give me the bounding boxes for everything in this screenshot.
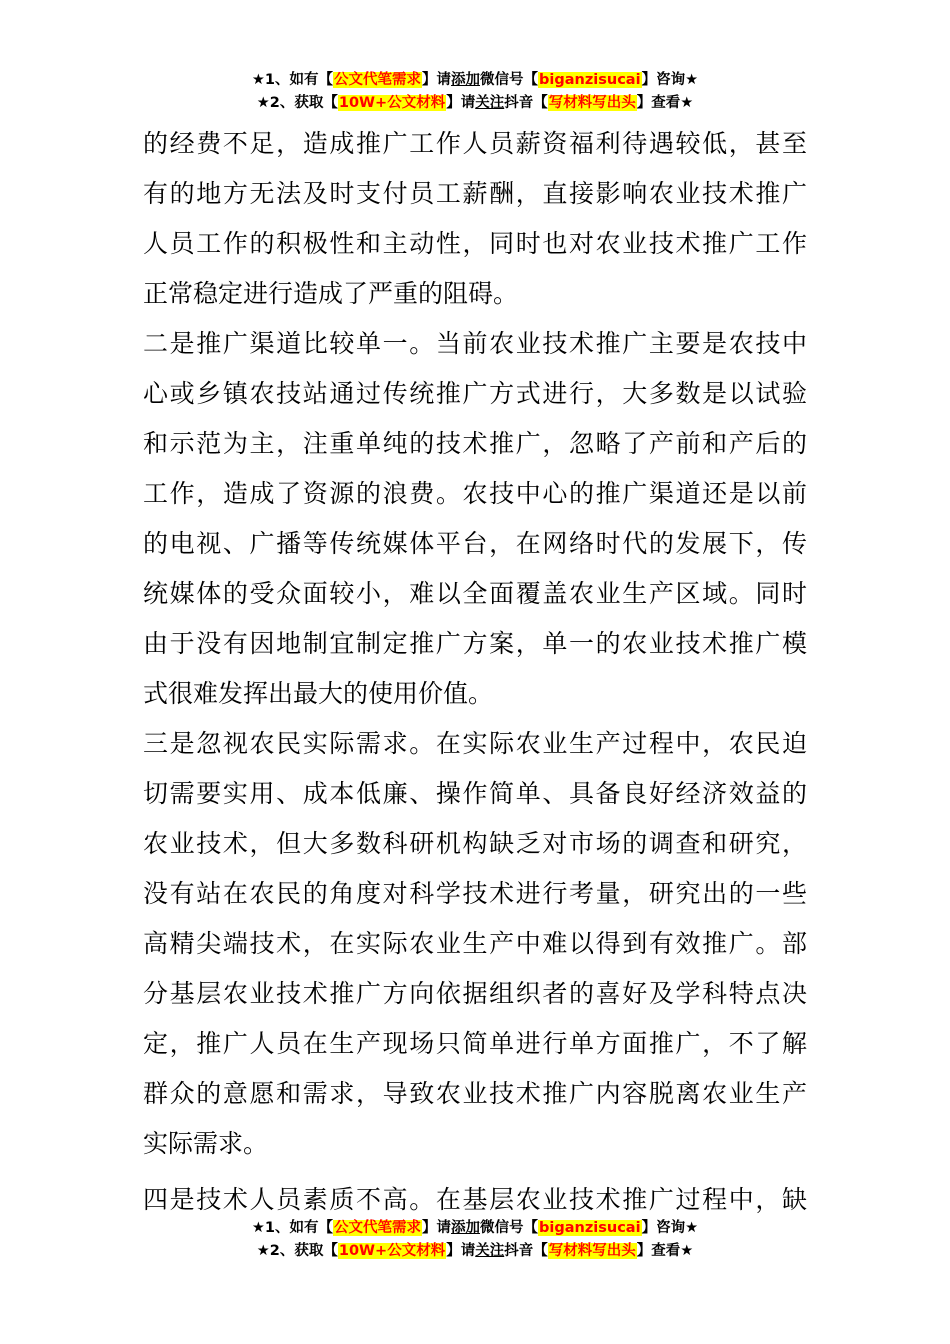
header-banner xyxy=(0,69,950,115)
banner-text: 微信号【 xyxy=(480,72,539,88)
banner-text: 】查看★ xyxy=(636,95,694,111)
banner-text: 】查看★ xyxy=(636,1243,694,1259)
text-line: 有的地方无法及时支付员工薪酬，直接影响农业技术推广 xyxy=(143,179,807,208)
wechat-id: biganzisucai xyxy=(539,1220,641,1236)
wechat-id: biganzisucai xyxy=(539,72,641,88)
text-line: 式很难发挥出最大的使用价值。 xyxy=(143,679,494,708)
text-line: 的经费不足，造成推广工作人员薪资福利待遇较低，甚至 xyxy=(143,129,807,158)
text-line: 切需要实用、成本低廉、操作简单、具备良好经济效益的 xyxy=(143,779,807,808)
paragraph xyxy=(143,719,807,1169)
banner-line-1 xyxy=(0,69,950,92)
text-line: 三是忽视农民实际需求。在实际农业生产过程中，农民迫 xyxy=(143,729,807,758)
document-body xyxy=(143,119,807,1225)
text-line: 四是技术人员素质不高。在基层农业技术推广过程中，缺 xyxy=(143,1185,807,1214)
text-line: 群众的意愿和需求，导致农业技术推广内容脱离农业生产 xyxy=(143,1079,807,1108)
banner-text: 抖音【 xyxy=(504,95,548,111)
text-line: 农业技术，但大多数科研机构缺乏对市场的调查和研究， xyxy=(143,829,807,858)
highlight-text: 10W+公文材料 xyxy=(338,1243,446,1259)
banner-text: ★1、如有【 xyxy=(251,72,334,88)
banner-text: ★2、获取【 xyxy=(256,1243,338,1259)
text-line: 和示范为主，注重单纯的技术推广，忽略了产前和产后的 xyxy=(143,429,807,458)
banner-text: 】请 xyxy=(446,95,476,111)
footer-banner xyxy=(0,1217,950,1263)
underlined-text: 添加 xyxy=(451,72,481,88)
text-line: 二是推广渠道比较单一。当前农业技术推广主要是农技中 xyxy=(143,329,807,358)
highlight-text: 公文代笔需求 xyxy=(334,72,422,88)
highlight-text: 公文代笔需求 xyxy=(334,1220,422,1236)
text-line: 分基层农业技术推广方向依据组织者的喜好及学科特点决 xyxy=(143,979,807,1008)
text-line: 没有站在农民的角度对科学技术进行考量，研究出的一些 xyxy=(143,879,807,908)
text-line: 工作，造成了资源的浪费。农技中心的推广渠道还是以前 xyxy=(143,479,807,508)
underlined-text: 关注 xyxy=(475,95,505,111)
banner-text: 】请 xyxy=(422,72,452,88)
banner-text: 】请 xyxy=(422,1220,452,1236)
text-line: 定，推广人员在生产现场只简单进行单方面推广，不了解 xyxy=(143,1029,807,1058)
banner-text: 】请 xyxy=(446,1243,476,1259)
text-line: 心或乡镇农技站通过传统推广方式进行，大多数是以试验 xyxy=(143,379,807,408)
douyin-id: 写材料写出头 xyxy=(548,95,636,111)
banner-text: 】咨询★ xyxy=(641,1220,699,1236)
banner-text: 】咨询★ xyxy=(641,72,699,88)
paragraph xyxy=(143,319,807,719)
banner-line-2 xyxy=(0,92,950,115)
text-line: 高精尖端技术，在实际农业生产中难以得到有效推广。部 xyxy=(143,929,807,958)
text-line: 人员工作的积极性和主动性，同时也对农业技术推广工作 xyxy=(143,229,807,258)
underlined-text: 关注 xyxy=(475,1243,505,1259)
underlined-text: 添加 xyxy=(451,1220,481,1236)
douyin-id: 写材料写出头 xyxy=(548,1243,636,1259)
banner-text: 微信号【 xyxy=(480,1220,539,1236)
banner-text: ★1、如有【 xyxy=(251,1220,334,1236)
highlight-text: 10W+公文材料 xyxy=(338,95,446,111)
banner-text: 抖音【 xyxy=(504,1243,548,1259)
text-line: 由于没有因地制宜制定推广方案，单一的农业技术推广模 xyxy=(143,629,807,658)
banner-line-1 xyxy=(0,1217,950,1240)
banner-text: ★2、获取【 xyxy=(256,95,338,111)
banner-line-2 xyxy=(0,1240,950,1263)
text-line: 实际需求。 xyxy=(143,1129,269,1158)
text-line: 统媒体的受众面较小，难以全面覆盖农业生产区域。同时 xyxy=(143,579,807,608)
paragraph xyxy=(143,119,807,319)
text-line: 正常稳定进行造成了严重的阻碍。 xyxy=(143,279,519,308)
text-line: 的电视、广播等传统媒体平台，在网络时代的发展下，传 xyxy=(143,529,807,558)
